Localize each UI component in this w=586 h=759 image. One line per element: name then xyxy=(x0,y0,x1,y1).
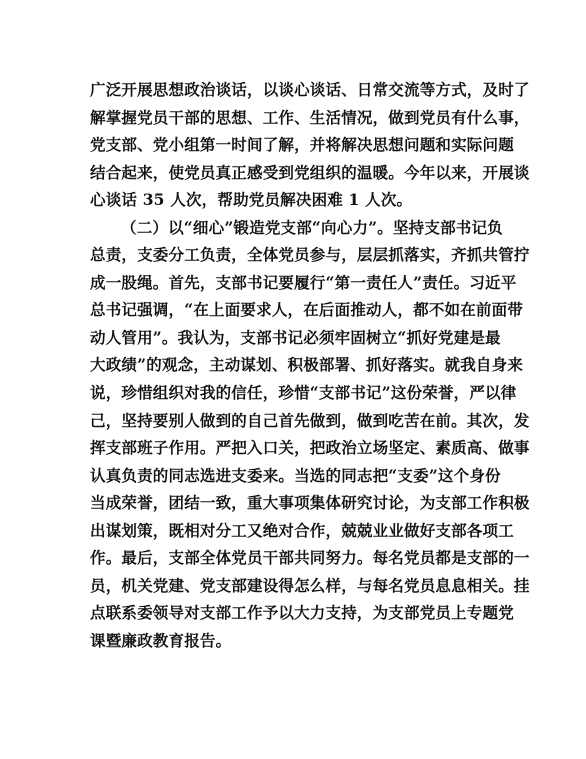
paragraph-line: 课暨廉政教育报告。 xyxy=(90,630,232,650)
paragraph-1 xyxy=(90,76,530,214)
paragraph-line: 说，珍惜组织对我的信任，珍惜“支部书记”这份荣誉，严以律 xyxy=(90,383,517,403)
document-body xyxy=(90,76,530,654)
paragraph-line: 广泛开展思想政治谈话，以谈心谈话、日常交流等方式，及时了 xyxy=(90,80,530,99)
paragraph-line: 党支部、党小组第一时间了解，并将解决思想问题和实际问题 xyxy=(90,135,514,155)
paragraph-line: 点联系委领导对支部工作予以大力支持，为支部党员上专题党 xyxy=(90,603,514,623)
paragraph-2 xyxy=(90,214,530,655)
paragraph-line: 挥支部班子作用。严把入口关，把政治立场坚定、素质高、做事 xyxy=(90,438,530,458)
paragraph-line: 大政绩”的观念，主动谋划、积极部署、抓好落实。就我自身来 xyxy=(90,355,524,375)
paragraph-line: 作。最后，支部全体党员干部共同努力。每名党员都是支部的一 xyxy=(90,548,530,568)
paragraph-line: 结合起来，使党员真正感受到党组织的温暖。今年以来，开展谈 xyxy=(90,162,530,182)
paragraph-line: 认真负责的同志选进支委来。当选的同志把“支委”这个身份 xyxy=(90,465,501,485)
paragraph-line: 总书记强调，“在上面要求人，在后面推动人，都不如在前面带 xyxy=(90,300,524,320)
paragraph-line: 总责，支委分工负责，全体党员参与，层层抓落实，齐抓共管拧 xyxy=(90,245,530,265)
paragraph-line: 动人管用”。我认为，支部书记必须牢固树立“抓好党建是最 xyxy=(90,327,501,347)
paragraph-line: 心谈话 35 人次，帮助党员解决困难 1 人次。 xyxy=(90,190,413,210)
paragraph-line: 成一股绳。首先，支部书记要履行“第一责任人”责任。习近平 xyxy=(90,272,517,292)
paragraph-line: 员，机关党建、党支部建设得怎么样，与每名党员息息相关。挂 xyxy=(90,575,530,595)
paragraph-line: 出谋划策，既相对分工又绝对合作，兢兢业业做好支部各项工 xyxy=(90,520,514,540)
paragraph-heading-line: （二）以“细心”锻造党支部“向心力”。坚持支部书记负 xyxy=(121,217,503,237)
paragraph-line: 己，坚持要别人做到的自己首先做到，做到吃苦在前。其次，发 xyxy=(90,410,530,430)
paragraph-line: 当成荣誉，团结一致，重大事项集体研究讨论，为支部工作积极 xyxy=(90,493,530,513)
paragraph-line: 解掌握党员干部的思想、工作、生活情况，做到党员有什么事， xyxy=(90,107,530,127)
